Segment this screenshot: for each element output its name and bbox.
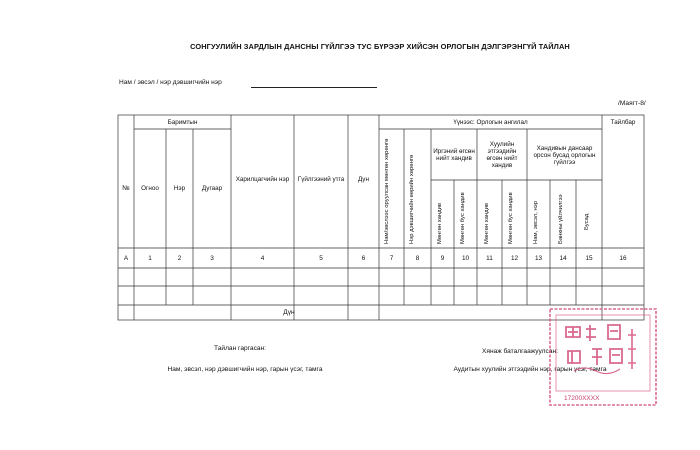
- col-number-label: 14: [559, 255, 567, 262]
- col-number-header: Дугаар: [201, 185, 223, 192]
- col-number-label: 11: [486, 255, 493, 262]
- party-name-label: Нам / эвсэл / нэр дэвшигчийн нэр: [119, 79, 222, 86]
- col-amount-header: Дүн: [358, 175, 369, 183]
- col-number-label: 2: [177, 255, 182, 262]
- col-purpose-header: Гүйлгээний утга: [297, 175, 345, 183]
- col-number-label: 6: [361, 255, 366, 262]
- col-number-label: 7: [389, 255, 394, 262]
- col-counterparty-header: Харилцагчийн нэр: [235, 175, 290, 183]
- col-candidate-own-header: Нэр дэвшигчийн өөрийн хөрөнгө: [409, 154, 415, 244]
- verified-by-caption: Аудитын хуулийн этгээдийн нэр, гарын үсэг, тамга: [453, 366, 607, 373]
- col-name-header: Нэр: [173, 185, 186, 192]
- col-party-cash-header: Нам/эвслээс оруулсан мөнгөн хөрөнгө: [384, 138, 390, 244]
- verified-by-label: Хянаж баталгаажуулсан:: [482, 348, 558, 355]
- col-number-label: 5: [319, 255, 323, 262]
- col-number-label: 16: [619, 255, 627, 262]
- col-citizen-noncash-header: Мөнгөн бус хандив: [460, 192, 466, 244]
- col-party-name-header: Нам, эвсэл, нэр: [533, 200, 539, 244]
- col-other-header: Бусад: [584, 213, 590, 230]
- col-number-label: 8: [415, 255, 420, 262]
- col-number-label: 13: [534, 255, 543, 262]
- col-bank-interest-header: Банкны үйлчилгээ: [558, 194, 564, 244]
- prepared-by-label: Тайлан гаргасан:: [213, 345, 267, 352]
- income-class-group-header: Үүнээс: Орлогын ангилал: [453, 118, 528, 126]
- col-number-label: 1: [148, 255, 152, 262]
- col-number-label: 9: [440, 255, 445, 262]
- col-remarks-header: Тайлбар: [610, 118, 636, 126]
- report-title: СОНГУУЛИЙН ЗАРДЛЫН ДАНСНЫ ГҮЙЛГЭЭ ТУС БҮРЭЭР ХИЙСЭН ОРЛОГЫН ДЭЛГЭРЭНГҮЙ ТАЙЛАН: [190, 42, 570, 51]
- legal-entity-donation-group-header: Хуулийн этгээдийн өгсөн нийт хандив: [486, 141, 518, 169]
- prepared-by-caption: Нам, эвсэл, нэр дэвшигчийн нэр, гарын үсэг, тамга: [167, 366, 323, 373]
- col-citizen-cash-header: Мөнгөн хандив: [437, 202, 443, 244]
- citizen-donation-group-header: Иргэний өгсөн нийт хандив: [433, 148, 475, 162]
- col-no-header: №: [122, 185, 130, 192]
- col-legal-cash-header: Мөнгөн хандив: [484, 202, 490, 244]
- col-number-label: 3: [210, 255, 214, 262]
- document-group-header: Баримтын: [167, 118, 198, 126]
- form-number: /Маягт-8/: [618, 100, 646, 107]
- col-number-label: А: [123, 255, 129, 262]
- col-number-label: 4: [260, 255, 265, 262]
- col-date-header: Огноо: [141, 185, 159, 192]
- other-income-group-header: Хандивын дансаар орсон бусад орлогын гүйлгээ: [533, 144, 596, 166]
- col-number-label: 15: [585, 255, 593, 262]
- col-number-label: 12: [510, 255, 519, 262]
- auditor-stamp: [546, 305, 660, 409]
- col-legal-noncash-header: Мөнгөн бус хандив: [508, 192, 514, 244]
- stamp-number: 17200ХХХХ: [564, 395, 600, 402]
- col-number-label: 10: [461, 255, 470, 262]
- total-row-label: Дүн: [283, 309, 295, 316]
